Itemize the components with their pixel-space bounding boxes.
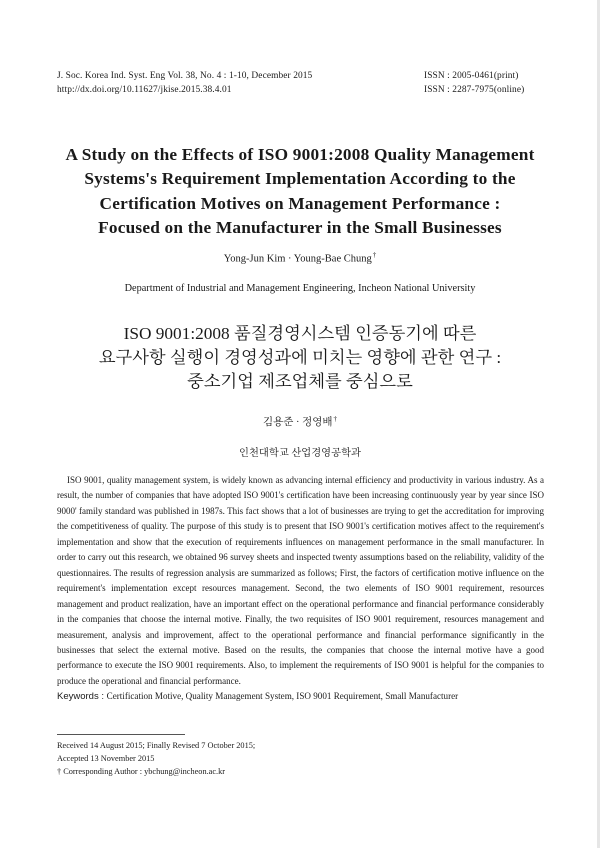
korean-affiliation: 인천대학교 산업경영공학과 xyxy=(239,448,361,459)
doi-link[interactable]: http://dx.doi.org/10.11627/jkise.2015.38.4.01 xyxy=(57,85,232,95)
korean-title-line: 요구사항 실행이 경영성과에 미치는 영향에 관한 연구 : xyxy=(98,348,502,367)
footnote-divider xyxy=(57,734,185,735)
korean-title xyxy=(60,322,540,394)
keywords xyxy=(57,691,458,702)
received-date: Received 14 August 2015; Finally Revised 7 October 2015; xyxy=(57,741,256,750)
corresponding-mark: † xyxy=(333,414,338,423)
english-title-line: A Study on the Effects of ISO 9001:2008 Quality Management xyxy=(65,145,535,164)
korean-title-line: 중소기업 제조업체를 중심으로 xyxy=(187,372,413,391)
issn-print: ISSN : 2005-0461(print) xyxy=(424,71,519,81)
korean-title-line: ISO 9001:2008 품질경영시스템 인증동기에 따른 xyxy=(123,324,477,343)
keywords-text: Certification Motive, Quality Management System, ISO 9001 Requirement, Small Manufacturer xyxy=(106,691,459,701)
english-authors xyxy=(0,251,600,265)
corresponding-mark: † xyxy=(372,251,377,259)
korean-author-names: 김용준 · 정영배 xyxy=(262,417,333,428)
abstract: ISO 9001, quality management system, is widely known as advancing internal efficiency and productivity in various industry. As a result, the number of companies that have adopted ISO 9001's certification have been increasing continuously year by year since ISO 9000' family standard was published in 1987s. This fact shows that a lot of businesses are trying to get the accreditation for improving the competitiveness of quality. The purpose of this study is to present that ISO 9001's certification motives affect to the requirement's implementation and show that the execution of requirements influences on management performance in the small manufacturer. In order to carry out this research, we obtained 96 survey sheets and inspected twenty assumptions based on the reliability, validity of the questionnaires. The results of regression analysis are summarized as follows; First, the factors of certification motive influence on the requirement's implementation except resources management. Second, the two elements of ISO 9001 requirement, resources management and product realization, have an important effect on the operational performance and financial performance considerably in the companies that choose the internal motive. Finally, the two requisites of ISO 9001 requirement, resources management and measurement, analysis and improvement, affect to the operational performance and financial performance significantly in the businesses that select the external motive. Based on the results, the companies that choose the internal motive have a good performance to execute the ISO 9001 requirements. Also, to implement the requirements of ISO 9001 is helpful for the companies to produce the operational and financial performance. xyxy=(57,475,544,686)
english-title xyxy=(40,143,560,240)
accepted-date: Accepted 13 November 2015 xyxy=(57,753,155,763)
journal-header xyxy=(57,69,312,97)
english-title-line: Focused on the Manufacturer in the Small Businesses xyxy=(98,217,502,237)
english-affiliation: Department of Industrial and Management Engineering, Incheon National University xyxy=(124,283,476,294)
english-title-line: Systems's Requirement Implementation According to the xyxy=(84,169,516,189)
issn-online: ISSN : 2287-7975(online) xyxy=(424,85,525,95)
keywords-label: Keywords : xyxy=(57,691,107,702)
issn-block xyxy=(424,69,524,97)
english-author-names: Yong-Jun Kim · Young-Bae Chung xyxy=(223,253,372,265)
journal-citation: J. Soc. Korea Ind. Syst. Eng Vol. 38, No. 4 : 1-10, December 2015 xyxy=(57,71,313,81)
corresponding-author: † Corresponding Author : ybchung@incheon.ac.kr xyxy=(57,766,226,776)
korean-authors xyxy=(0,414,600,429)
footnotes xyxy=(57,740,255,778)
english-title-line: Certification Motives on Management Performance : xyxy=(99,193,501,213)
